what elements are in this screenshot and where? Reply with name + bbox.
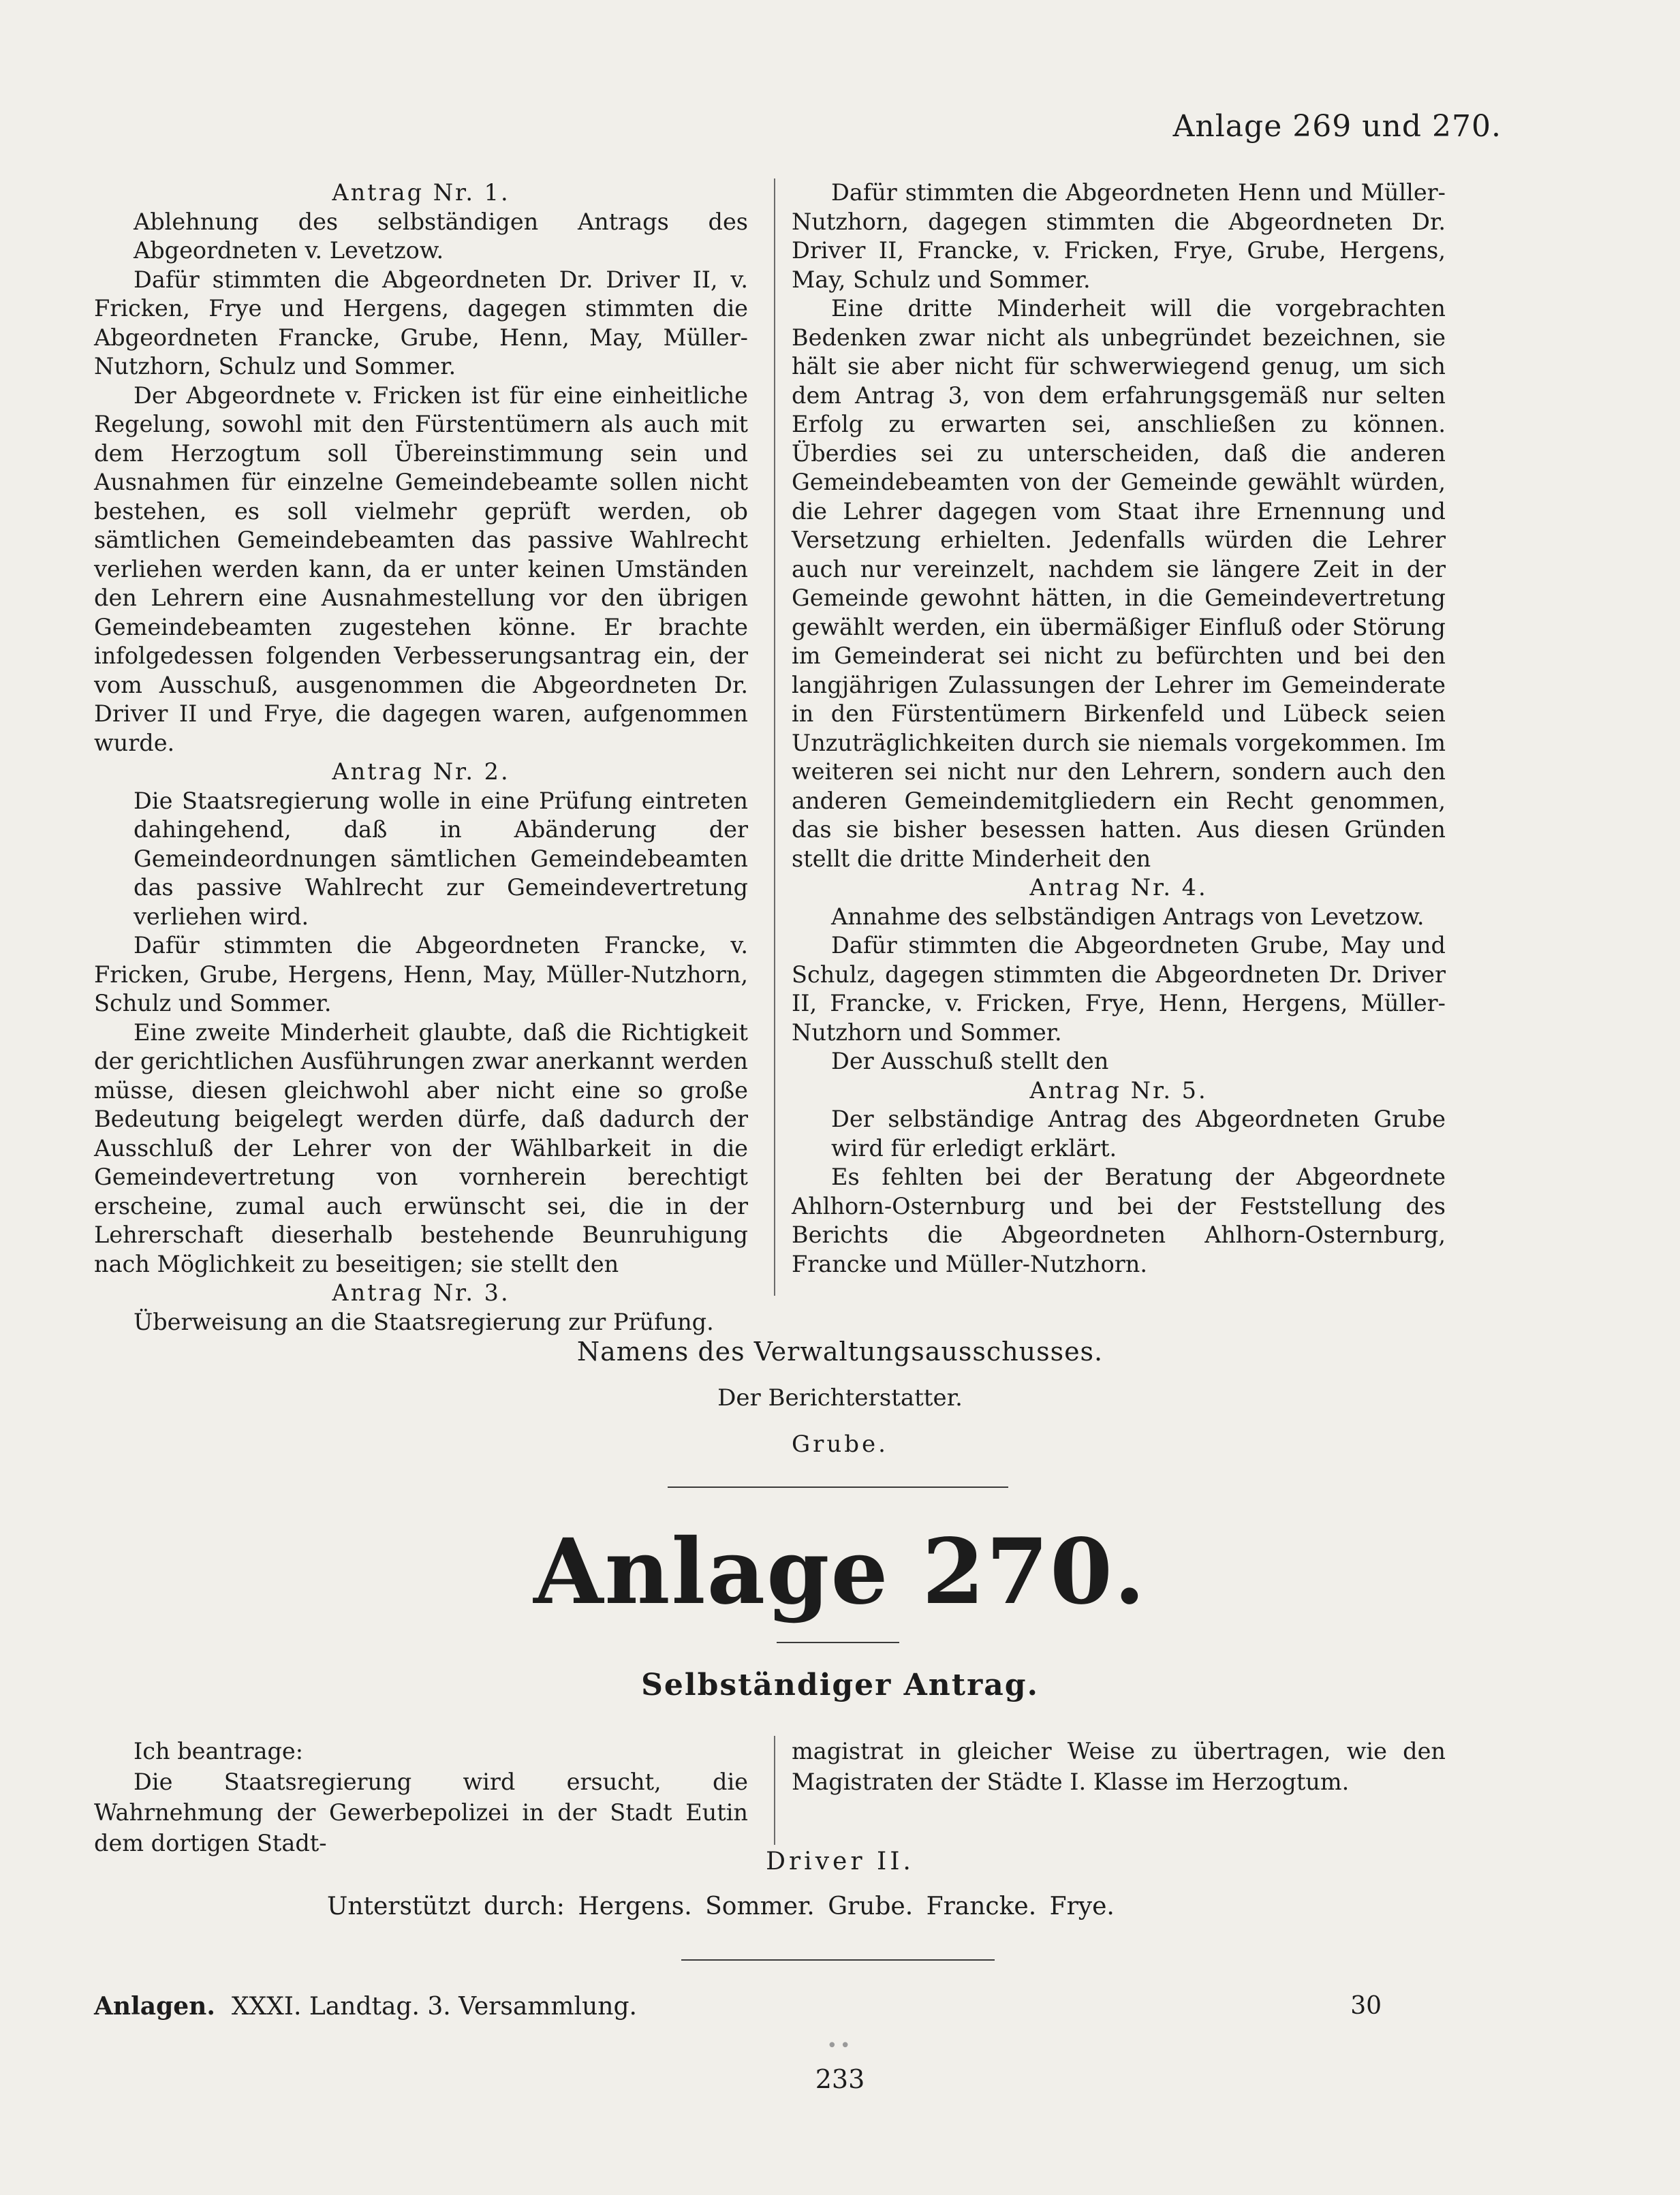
running-header: Anlage 269 und 270.: [1172, 109, 1502, 144]
reporter-role: Der Berichterstatter.: [717, 1384, 963, 1412]
annex-text-left: Die Staatsregierung wird ersucht, die Wahrnehmung der Gewerbepolizei in der Stadt Eutin dem dortigen Stadt-: [94, 1769, 748, 1856]
left-column: [94, 178, 748, 1337]
antrag-1-heading: Antrag Nr. 1.: [332, 179, 510, 206]
page-number: 233: [815, 2064, 865, 2094]
footer-session: XXXI. Landtag. 3. Versammlung.: [231, 1993, 637, 2021]
sheet-number: 30: [1350, 1992, 1382, 2020]
column-divider: [774, 1736, 775, 1845]
section-divider: [668, 1486, 1008, 1488]
paragraph: Der Abgeordnete v. Fricken ist für eine einheitliche Regelung, sowohl mit den Fürstentümern als auch mit dem Herzogtum soll Übereinstimmung sein und Ausnahmen für einzelne Gemeindebeamte sollen nicht bestehen, es soll vielmehr geprüft werden, ob sämtlichen Gemeindebeamten das passive Wahlrecht verliehen werden kann, da er unter keinen Umständen den Lehrern eine Ausnahmestellung vor den übrigen Gemeindebeamten zugestehen könne. Er brachte infolgedessen folgenden Verbesserungsantrag ein, der vom Ausschuß, ausgenommen die Abgeordneten Dr. Driver II und Frye, die dagegen waren, aufgenommen wurde.: [94, 382, 748, 756]
annex-left-column: [94, 1736, 748, 1858]
footer-label: Anlagen.: [94, 1992, 215, 2021]
paragraph: Dafür stimmten die Abgeordneten Francke, v. Fricken, Grube, Hergens, Henn, May, Müller-Nutzhorn, Schulz und Sommer.: [94, 932, 748, 1016]
annex-text-right: magistrat in gleicher Weise zu übertragen, wie den Magistraten der Städte I. Klasse im Herzogtum.: [792, 1738, 1446, 1795]
column-divider: [774, 178, 775, 1296]
footer-left: [94, 1992, 637, 2021]
committee-line: Namens des Verwaltungsausschusses.: [576, 1337, 1104, 1367]
paragraph: Es fehlten bei der Beratung der Abgeordnete Ahlhorn-Osternburg und bei der Feststellung des Berichts die Abgeordneten Ahlhorn-Osternburg, Francke und Müller-Nutzhorn.: [792, 1164, 1446, 1277]
antrag-2-heading: Antrag Nr. 2.: [332, 758, 510, 785]
annex-right-column: [792, 1736, 1446, 1797]
antrag-1-text: Ablehnung des selbständigen Antrags des Abgeordneten v. Levetzow.: [134, 208, 748, 264]
paragraph: Dafür stimmten die Abgeordneten Grube, May und Schulz, dagegen stimmten die Abgeordneten Dr. Driver II, Francke, v. Fricken, Frye, Henn, Hergens, Müller-Nutzhorn und Sommer.: [792, 932, 1446, 1046]
antrag-4-text: Annahme des selbständigen Antrags von Levetzow.: [831, 903, 1425, 930]
closing-divider: [681, 1959, 995, 1961]
annex-intro: Ich beantrage:: [134, 1738, 304, 1764]
reporter-name: Grube.: [791, 1431, 888, 1458]
annex-subtitle: Selbständiger Antrag.: [641, 1668, 1039, 1702]
title-divider: [777, 1642, 899, 1643]
paragraph: Dafür stimmten die Abgeordneten Henn und Müller-Nutzhorn, dagegen stimmten die Abgeordneten Dr. Driver II, Francke, v. Fricken, Frye, Grube, Hergens, May, Schulz und Sommer.: [792, 179, 1446, 293]
supporters-line: Unterstützt durch: Hergens. Sommer. Grube. Francke. Frye.: [327, 1893, 1115, 1920]
antrag-4-heading: Antrag Nr. 4.: [1029, 874, 1208, 901]
right-column: [792, 178, 1446, 1279]
paragraph: Dafür stimmten die Abgeordneten Dr. Driver II, v. Fricken, Frye und Hergens, dagegen stimmten die Abgeordneten Francke, Grube, Henn, May, Müller-Nutzhorn, Schulz und Sommer.: [94, 266, 748, 379]
paragraph: Eine dritte Minderheit will die vorgebrachten Bedenken zwar nicht als unbegründet bezeichnen, sie hält sie aber nicht für schwerwiegend genug, um sich dem Antrag 3, von dem erfahrungsgemäß nur selten Erfolg zu erwarten sei, anschließen zu können. Überdies sei zu unterscheiden, daß die anderen Gemeindebeamten von der Gemeinde gewählt würden, die Lehrer dagegen vom Staat ihre Ernennung und Versetzung erhielten. Jedenfalls würden die Lehrer auch nur vereinzelt, nachdem sie längere Zeit in der Gemeinde gewohnt hätten, in die Gemeindevertretung gewählt werden, ein übermäßiger Einfluß oder Störung im Gemeinderat sei nicht zu befürchten und bei den langjährigen Zulassungen der Lehrer im Gemeinderate in den Fürstentümern Birkenfeld und Lübeck seien Unzuträglichkeiten durch sie niemals vorgekommen. Im weiteren sei nicht nur den Lehrern, sondern auch den anderen Gemeindemitgliedern ein Recht genommen, das sie bisher besessen hatten. Aus diesen Gründen stellt die dritte Minderheit den: [792, 295, 1446, 872]
paragraph: Eine zweite Minderheit glaubte, daß die Richtigkeit der gerichtlichen Ausführungen zwar anerkannt werden müsse, diesen gleichwohl aber nicht eine so große Bedeutung beigelegt werden dürfe, daß dadurch der Ausschluß der Lehrer von der Wählbarkeit in die Gemeindevertretung von vornherein berechtigt erscheine, zumal auch erwünscht sei, die in der Lehrerschaft dieserhalb bestehende Beunruhigung nach Möglichkeit zu beseitigen; sie stellt den: [94, 1018, 748, 1277]
printer-mark: ••: [826, 2036, 854, 2056]
signer-name: Driver II.: [766, 1848, 914, 1875]
antrag-5-heading: Antrag Nr. 5.: [1029, 1076, 1208, 1104]
antrag-2-text: Die Staatsregierung wolle in eine Prüfung eintreten dahingehend, daß in Abänderung der Gemeindeordnungen sämtlichen Gemeindebeamten das passive Wahlrecht zur Gemeindevertretung verliehen wird.: [134, 787, 748, 930]
annex-title: Anlage 270.: [533, 1519, 1147, 1625]
paragraph: Der Ausschuß stellt den: [831, 1048, 1109, 1074]
antrag-3-text: Überweisung an die Staatsregierung zur Prüfung.: [134, 1308, 714, 1335]
antrag-5-text: Der selbständige Antrag des Abgeordneten Grube wird für erledigt erklärt.: [831, 1106, 1446, 1162]
antrag-3-heading: Antrag Nr. 3.: [332, 1279, 510, 1306]
